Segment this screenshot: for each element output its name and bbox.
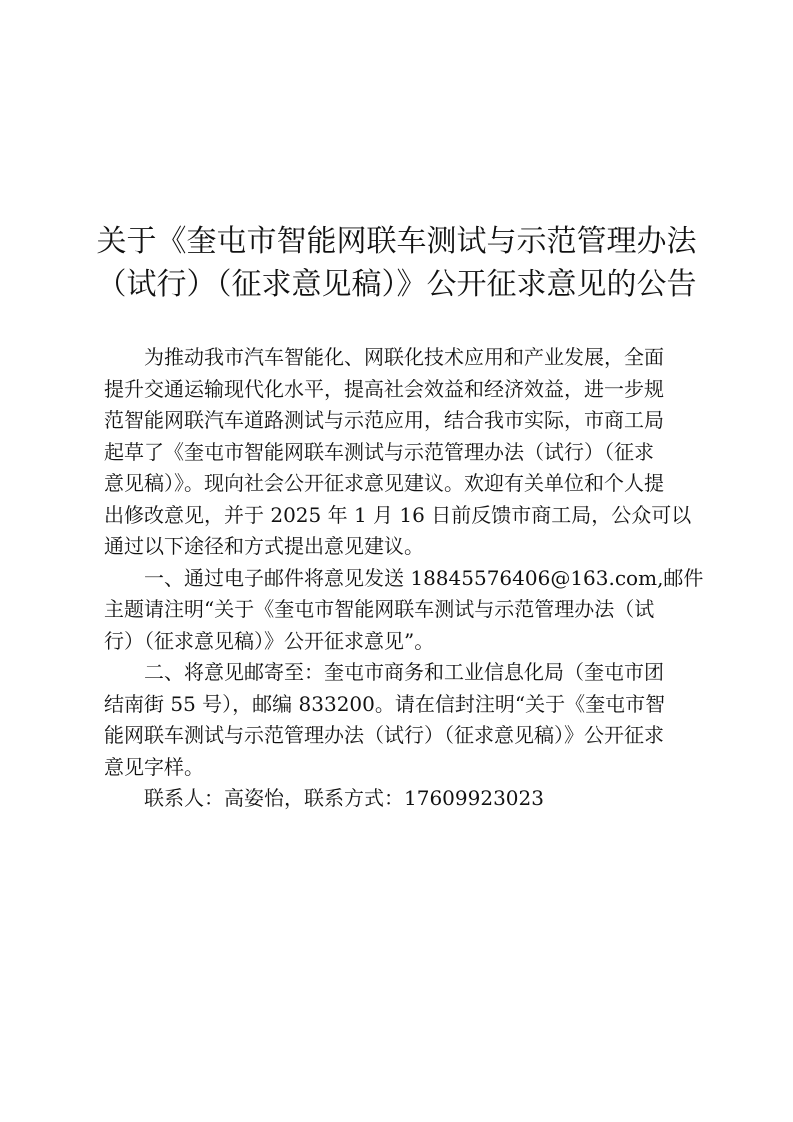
intro-paragraph: [104, 342, 704, 563]
text-line: 范智能网联汽车道路测试与示范应用，结合我市实际，市商工局: [104, 408, 664, 432]
text-line: 结南街 55 号），邮编 833200。请在信封注明“关于《奎屯市智: [104, 691, 666, 716]
email-method-paragraph: [104, 563, 704, 658]
text-line: 一、通过电子邮件将意见发送 18845576406@163.com,邮件: [144, 565, 704, 590]
text-line: 提升交通运输现代化水平，提高社会效益和经济效益，进一步规: [104, 376, 664, 401]
notice-title: [40, 220, 753, 306]
notice-body: [104, 342, 704, 815]
text-line: 二、将意见邮寄至：奎屯市商务和工业信息化局（奎屯市团: [144, 660, 664, 684]
text-line: 能网联车测试与示范管理办法（试行）（征求意见稿）》公开征求: [104, 723, 664, 747]
text-line: 通过以下途径和方式提出意见建议。: [104, 534, 424, 558]
text-line: 行）（征求意见稿）》公开征求意见”。: [104, 628, 435, 653]
text-line: 起草了《奎屯市智能网联车测试与示范管理办法（试行）（征求: [104, 439, 654, 464]
text-line: 出修改意见，并于 2025 年 1 月 16 日前反馈市商工局，公众可以: [104, 502, 692, 527]
title-line: 关于《奎屯市智能网联车测试与示范管理办法: [96, 224, 697, 259]
text-line: 主题请注明“关于《奎屯市智能网联车测试与示范管理办法（试: [104, 597, 655, 621]
text-line: 为推动我市汽车智能化、网联化技术应用和产业发展，全面: [144, 345, 664, 369]
contact-paragraph: [104, 783, 704, 815]
contact-line: 联系人：高姿怡，联系方式：17609923023: [144, 786, 544, 810]
text-line: 意见稿）》。现向社会公开征求意见建议。欢迎有关单位和个人提: [104, 471, 664, 495]
title-line: （试行）（征求意见稿）》公开征求意见的公告: [96, 267, 697, 302]
mail-method-paragraph: [104, 657, 704, 783]
text-line: 意见字样。: [104, 754, 204, 779]
